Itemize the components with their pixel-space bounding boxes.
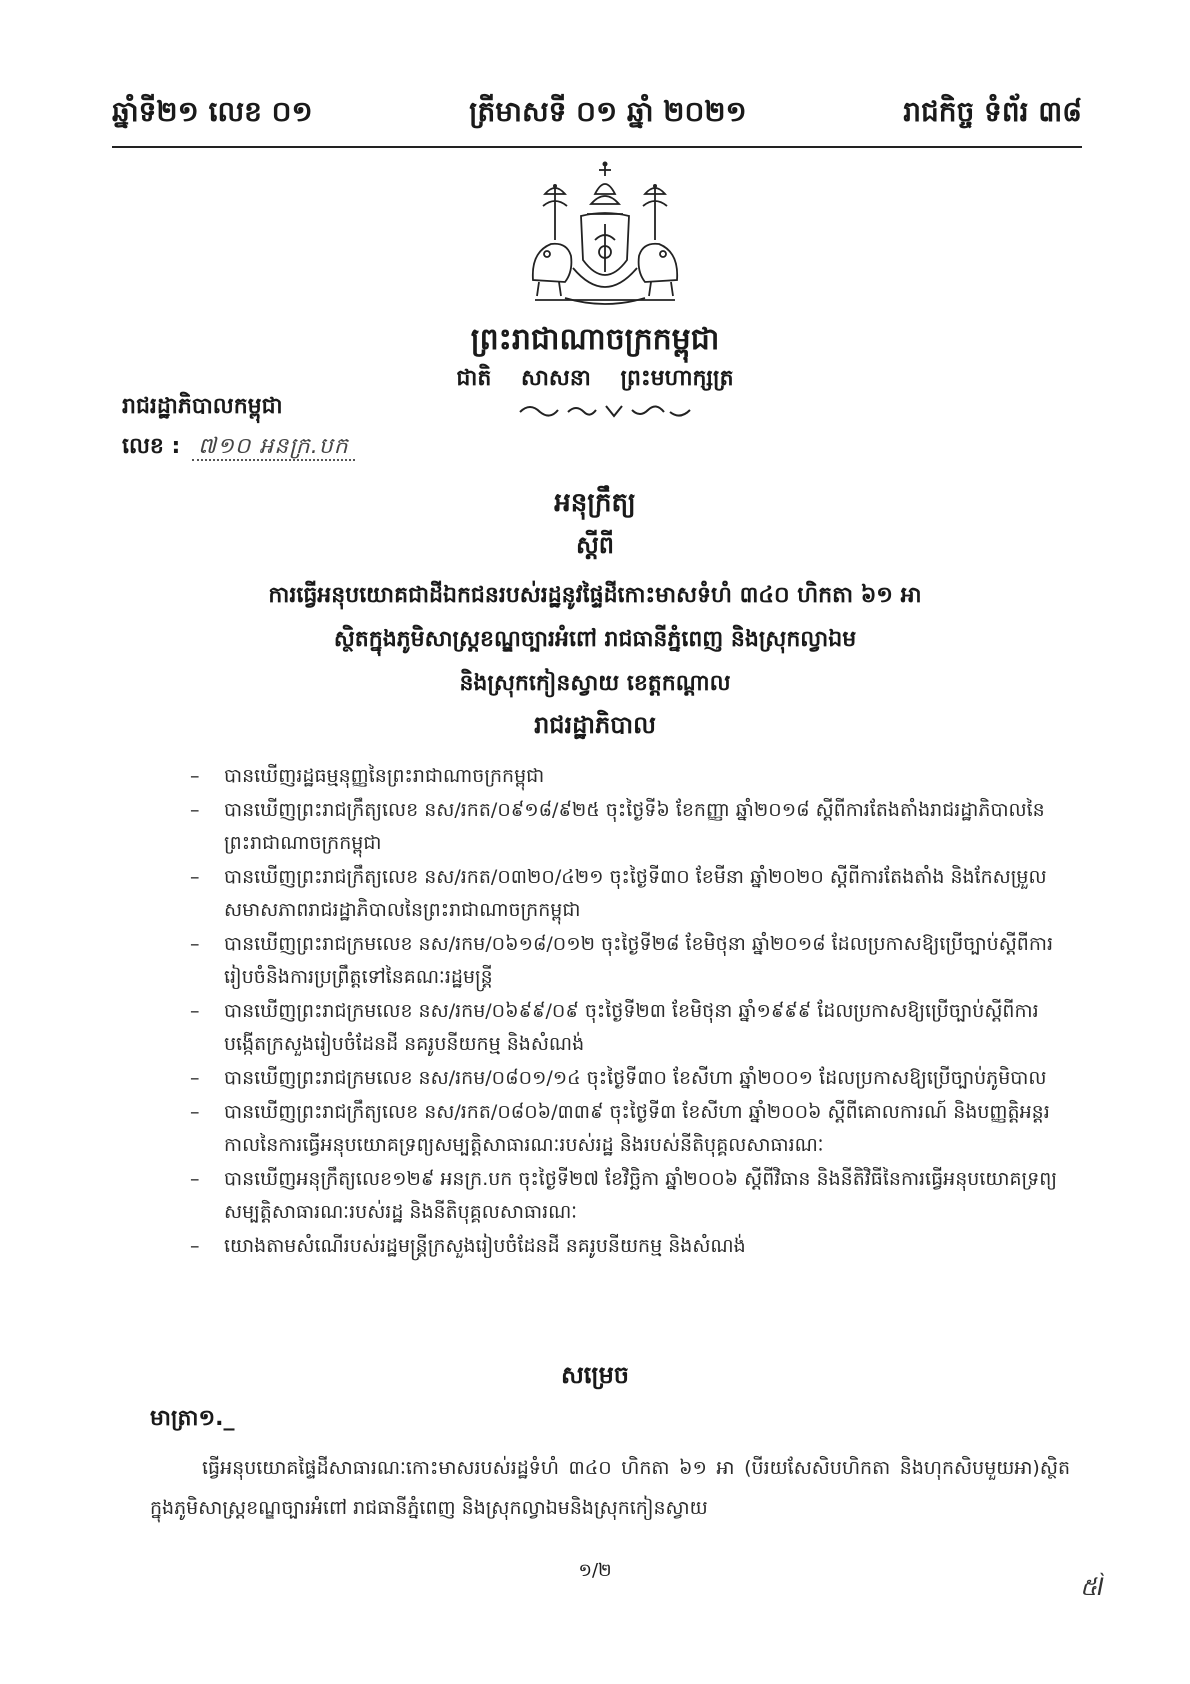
government-heading: រាជរដ្ឋាភិបាល bbox=[534, 711, 656, 739]
legal-basis-item: – បានឃើញព្រះរាជក្រមលេខ នស/រកម/០៦៩៩/០៩ ចុះថ្ងៃទី២៣ ខែមិថុនា ឆ្នាំ១៩៩៩ ដែលប្រកាសឱ្យប្រើច្បាប់ស្តីពីការបង្កើតក្រសួងរៀបចំដែនដី នគរូបនីយកម្ម និងសំណង់ bbox=[190, 1000, 1039, 1055]
document-about: ស្តីពី bbox=[575, 531, 615, 559]
legal-basis-item: – បានឃើញព្រះរាជក្រឹត្យលេខ នស/រកត/០៩១៨/៩២៥ ចុះថ្ងៃទី៦ ខែកញ្ញា ឆ្នាំ២០១៨ ស្តីពីការតែងតាំងរាជរដ្ឋាភិបាលនៃព្រះរាជាណាចក្រកម្ពុជា bbox=[190, 799, 1045, 854]
document-type: អនុក្រឹត្យ bbox=[554, 488, 636, 518]
legal-basis-text: បានឃើញព្រះរាជក្រមលេខ នស/រកម/០៦៩៩/០៩ ចុះថ្ងៃទី២៣ ខែមិថុនា ឆ្នាំ១៩៩៩ ដែលប្រកាសឱ្យប្រើច្បាប់ស្តីពីការបង្កើតក្រសួងរៀបចំដែនដី នគរូបនីយកម្ម និងសំណង់ bbox=[224, 1000, 1039, 1055]
kingdom-title: ព្រះរាជាណាចក្រកម្ពុជា bbox=[470, 322, 720, 357]
legal-basis-item: – បានឃើញព្រះរាជក្រមលេខ នស/រកម/០៦១៨/០១២ ចុះថ្ងៃទី២៨ ខែមិថុនា ឆ្នាំ២០១៨ ដែលប្រកាសឱ្យប្រើច្បាប់ស្តីពីការរៀបចំនិងការប្រព្រឹត្តទៅនៃគណៈរដ្ឋមន្ត្រី bbox=[190, 933, 1053, 988]
legal-basis-item: – យោងតាមសំណើរបស់រដ្ឋមន្ត្រីក្រសួងរៀបចំដែនដី នគរូបនីយកម្ម និងសំណង់ bbox=[190, 1235, 746, 1257]
legal-basis-item: – បានឃើញព្រះរាជក្រឹត្យលេខ នស/រកត/០៨០៦/៣៣៩ ចុះថ្ងៃទី៣ ខែសីហា ឆ្នាំ២០០៦ ស្តីពីគោលការណ៍ និងបញ្ញត្តិអន្តរកាលនៃការធ្វើអនុបយោគទ្រព្យសម្បត្តិសាធារណៈរបស់រដ្ឋ និងរបស់នីតិបុគ្គលសាធារណៈ bbox=[190, 1101, 1050, 1156]
legal-basis-text: បានឃើញព្រះរាជក្រឹត្យលេខ នស/រកត/០៩១៨/៩២៥ ចុះថ្ងៃទី៦ ខែកញ្ញា ឆ្នាំ២០១៨ ស្តីពីការតែងតាំងរាជរដ្ឋាភិបាលនៃព្រះរាជាណាចក្រកម្ពុជា bbox=[224, 799, 1045, 854]
decision-heading: សម្រេច bbox=[560, 1361, 630, 1389]
legal-basis-item: – បានឃើញព្រះរាជក្រឹត្យលេខ នស/រកត/០៣២០/៤២១ ចុះថ្ងៃទី៣០ ខែមីនា ឆ្នាំ២០២០ ស្តីពីការតែងតាំង និងកែសម្រួលសមាសភាពរាជរដ្ឋាភិបាលនៃព្រះរាជាណាចក្រកម្ពុជា bbox=[190, 866, 1047, 921]
subject-line: និងស្រុកកៀនស្វាយ ខេត្តកណ្តាល bbox=[459, 671, 731, 696]
royal-coat-of-arms-icon bbox=[515, 160, 695, 310]
reference-number-value: ៧១០ អនក្រ.បក bbox=[192, 434, 355, 461]
legal-basis-item: – បានឃើញព្រះរាជក្រមលេខ នស/រកម/០៨០១/១៤ ចុះថ្ងៃទី៣០ ខែសីហា ឆ្នាំ២០០១ ដែលប្រកាសឱ្យប្រើច្បាប់ភូមិបាល bbox=[190, 1067, 1047, 1089]
header-quarter: ត្រីមាសទី ០១ ឆ្នាំ ២០២១ bbox=[469, 94, 747, 128]
legal-basis-item: – បានឃើញរដ្ឋធម្មនុញ្ញនៃព្រះរាជាណាចក្រកម្ពុជា bbox=[190, 765, 545, 787]
subject-line: ការធ្វើអនុបយោគជាដីឯកជនរបស់រដ្ឋនូវផ្ទៃដីកោះមាសទំហំ ៣៤០ ហិកតា ៦១ អា bbox=[268, 583, 922, 608]
subject-line: ស្ថិតក្នុងភូមិសាស្ត្រខណ្ឌច្បារអំពៅ រាជធានីភ្នំពេញ និងស្រុកល្វាឯម bbox=[333, 627, 857, 652]
header-page-ref: រាជកិច្ច ទំព័រ ៣៨ bbox=[903, 94, 1082, 128]
decorative-ornament-icon bbox=[510, 398, 700, 424]
legal-basis-text: បានឃើញព្រះរាជក្រឹត្យលេខ នស/រកត/០៣២០/៤២១ ចុះថ្ងៃទី៣០ ខែមីនា ឆ្នាំ២០២០ ស្តីពីការតែងតាំង និងកែសម្រួលសមាសភាពរាជរដ្ឋាភិបាលនៃព្រះរាជាណាចក្រកម្ពុជា bbox=[224, 866, 1047, 921]
issuing-government-label: រាជរដ្ឋាភិបាលកម្ពុជា bbox=[122, 394, 283, 419]
gazette-header bbox=[112, 88, 1082, 140]
national-motto: ជាតិ សាសនា ព្រះមហាក្សត្រ bbox=[456, 366, 734, 391]
legal-basis-text: បានឃើញអនុក្រឹត្យលេខ១២៩ អនក្រ.បក ចុះថ្ងៃទី២៧ ខែវិច្ឆិកា ឆ្នាំ២០០៦ ស្តីពីវិធាន និងនីតិវិធីនៃការធ្វើអនុបយោគទ្រព្យសម្បត្តិសាធារណៈរបស់រដ្ឋ និងនីតិបុគ្គលសាធារណៈ bbox=[224, 1168, 1057, 1223]
document-subject bbox=[120, 574, 1070, 706]
legal-basis-text: បានឃើញព្រះរាជក្រមលេខ នស/រកម/០៦១៨/០១២ ចុះថ្ងៃទី២៨ ខែមិថុនា ឆ្នាំ២០១៨ ដែលប្រកាសឱ្យប្រើច្បាប់ស្តីពីការរៀបចំនិងការប្រព្រឹត្តទៅនៃគណៈរដ្ឋមន្ត្រី bbox=[224, 933, 1053, 988]
article-title: មាត្រា១._ bbox=[150, 1406, 235, 1431]
header-divider bbox=[112, 146, 1082, 148]
page-number: ១/២ bbox=[578, 1560, 612, 1581]
legal-basis-text: យោងតាមសំណើរបស់រដ្ឋមន្ត្រីក្រសួងរៀបចំដែនដី នគរូបនីយកម្ម និងសំណង់ bbox=[224, 1235, 746, 1257]
reference-number-label: លេខ : bbox=[122, 434, 181, 459]
legal-basis-text: បានឃើញព្រះរាជក្រមលេខ នស/រកម/០៨០១/១៤ ចុះថ្ងៃទី៣០ ខែសីហា ឆ្នាំ២០០១ ដែលប្រកាសឱ្យប្រើច្បាប់ភូមិបាល bbox=[224, 1067, 1047, 1089]
legal-basis-text: បានឃើញរដ្ឋធម្មនុញ្ញនៃព្រះរាជាណាចក្រកម្ពុជា bbox=[224, 765, 545, 787]
article-body: ធ្វើអនុបយោគផ្ទៃដីសាធារណៈកោះមាសរបស់រដ្ឋទំហំ ៣៤០ ហិកតា ៦១ អា (បីរយសែសិបហិកតា និងហុកសិបមួយអា)ស្ថិតក្នុងភូមិសាស្ត្រខណ្ឌច្បារអំពៅ រាជធានីភ្នំពេញ និងស្រុកល្វាឯមនិងស្រុកកៀនស្វាយ bbox=[150, 1457, 1070, 1519]
reference-number-line bbox=[122, 432, 355, 464]
legal-basis-text: បានឃើញព្រះរាជក្រឹត្យលេខ នស/រកត/០៨០៦/៣៣៩ ចុះថ្ងៃទី៣ ខែសីហា ឆ្នាំ២០០៦ ស្តីពីគោលការណ៍ និងបញ្ញត្តិអន្តរកាលនៃការធ្វើអនុបយោគទ្រព្យសម្បត្តិសាធារណៈរបស់រដ្ឋ និងរបស់នីតិបុគ្គលសាធារណៈ bbox=[224, 1101, 1050, 1156]
legal-basis-item: – បានឃើញអនុក្រឹត្យលេខ១២៩ អនក្រ.បក ចុះថ្ងៃទី២៧ ខែវិច្ឆិកា ឆ្នាំ២០០៦ ស្តីពីវិធាន និងនីតិវិធីនៃការធ្វើអនុបយោគទ្រព្យសម្បត្តិសាធារណៈរបស់រដ្ឋ និងនីតិបុគ្គលសាធារណៈ bbox=[190, 1168, 1057, 1223]
margin-handwritten-mark: ៥Ì bbox=[1080, 1573, 1105, 1601]
header-year-issue: ឆ្នាំទី២១ លេខ ០១ bbox=[112, 94, 313, 128]
legal-basis-list bbox=[190, 760, 1070, 1264]
